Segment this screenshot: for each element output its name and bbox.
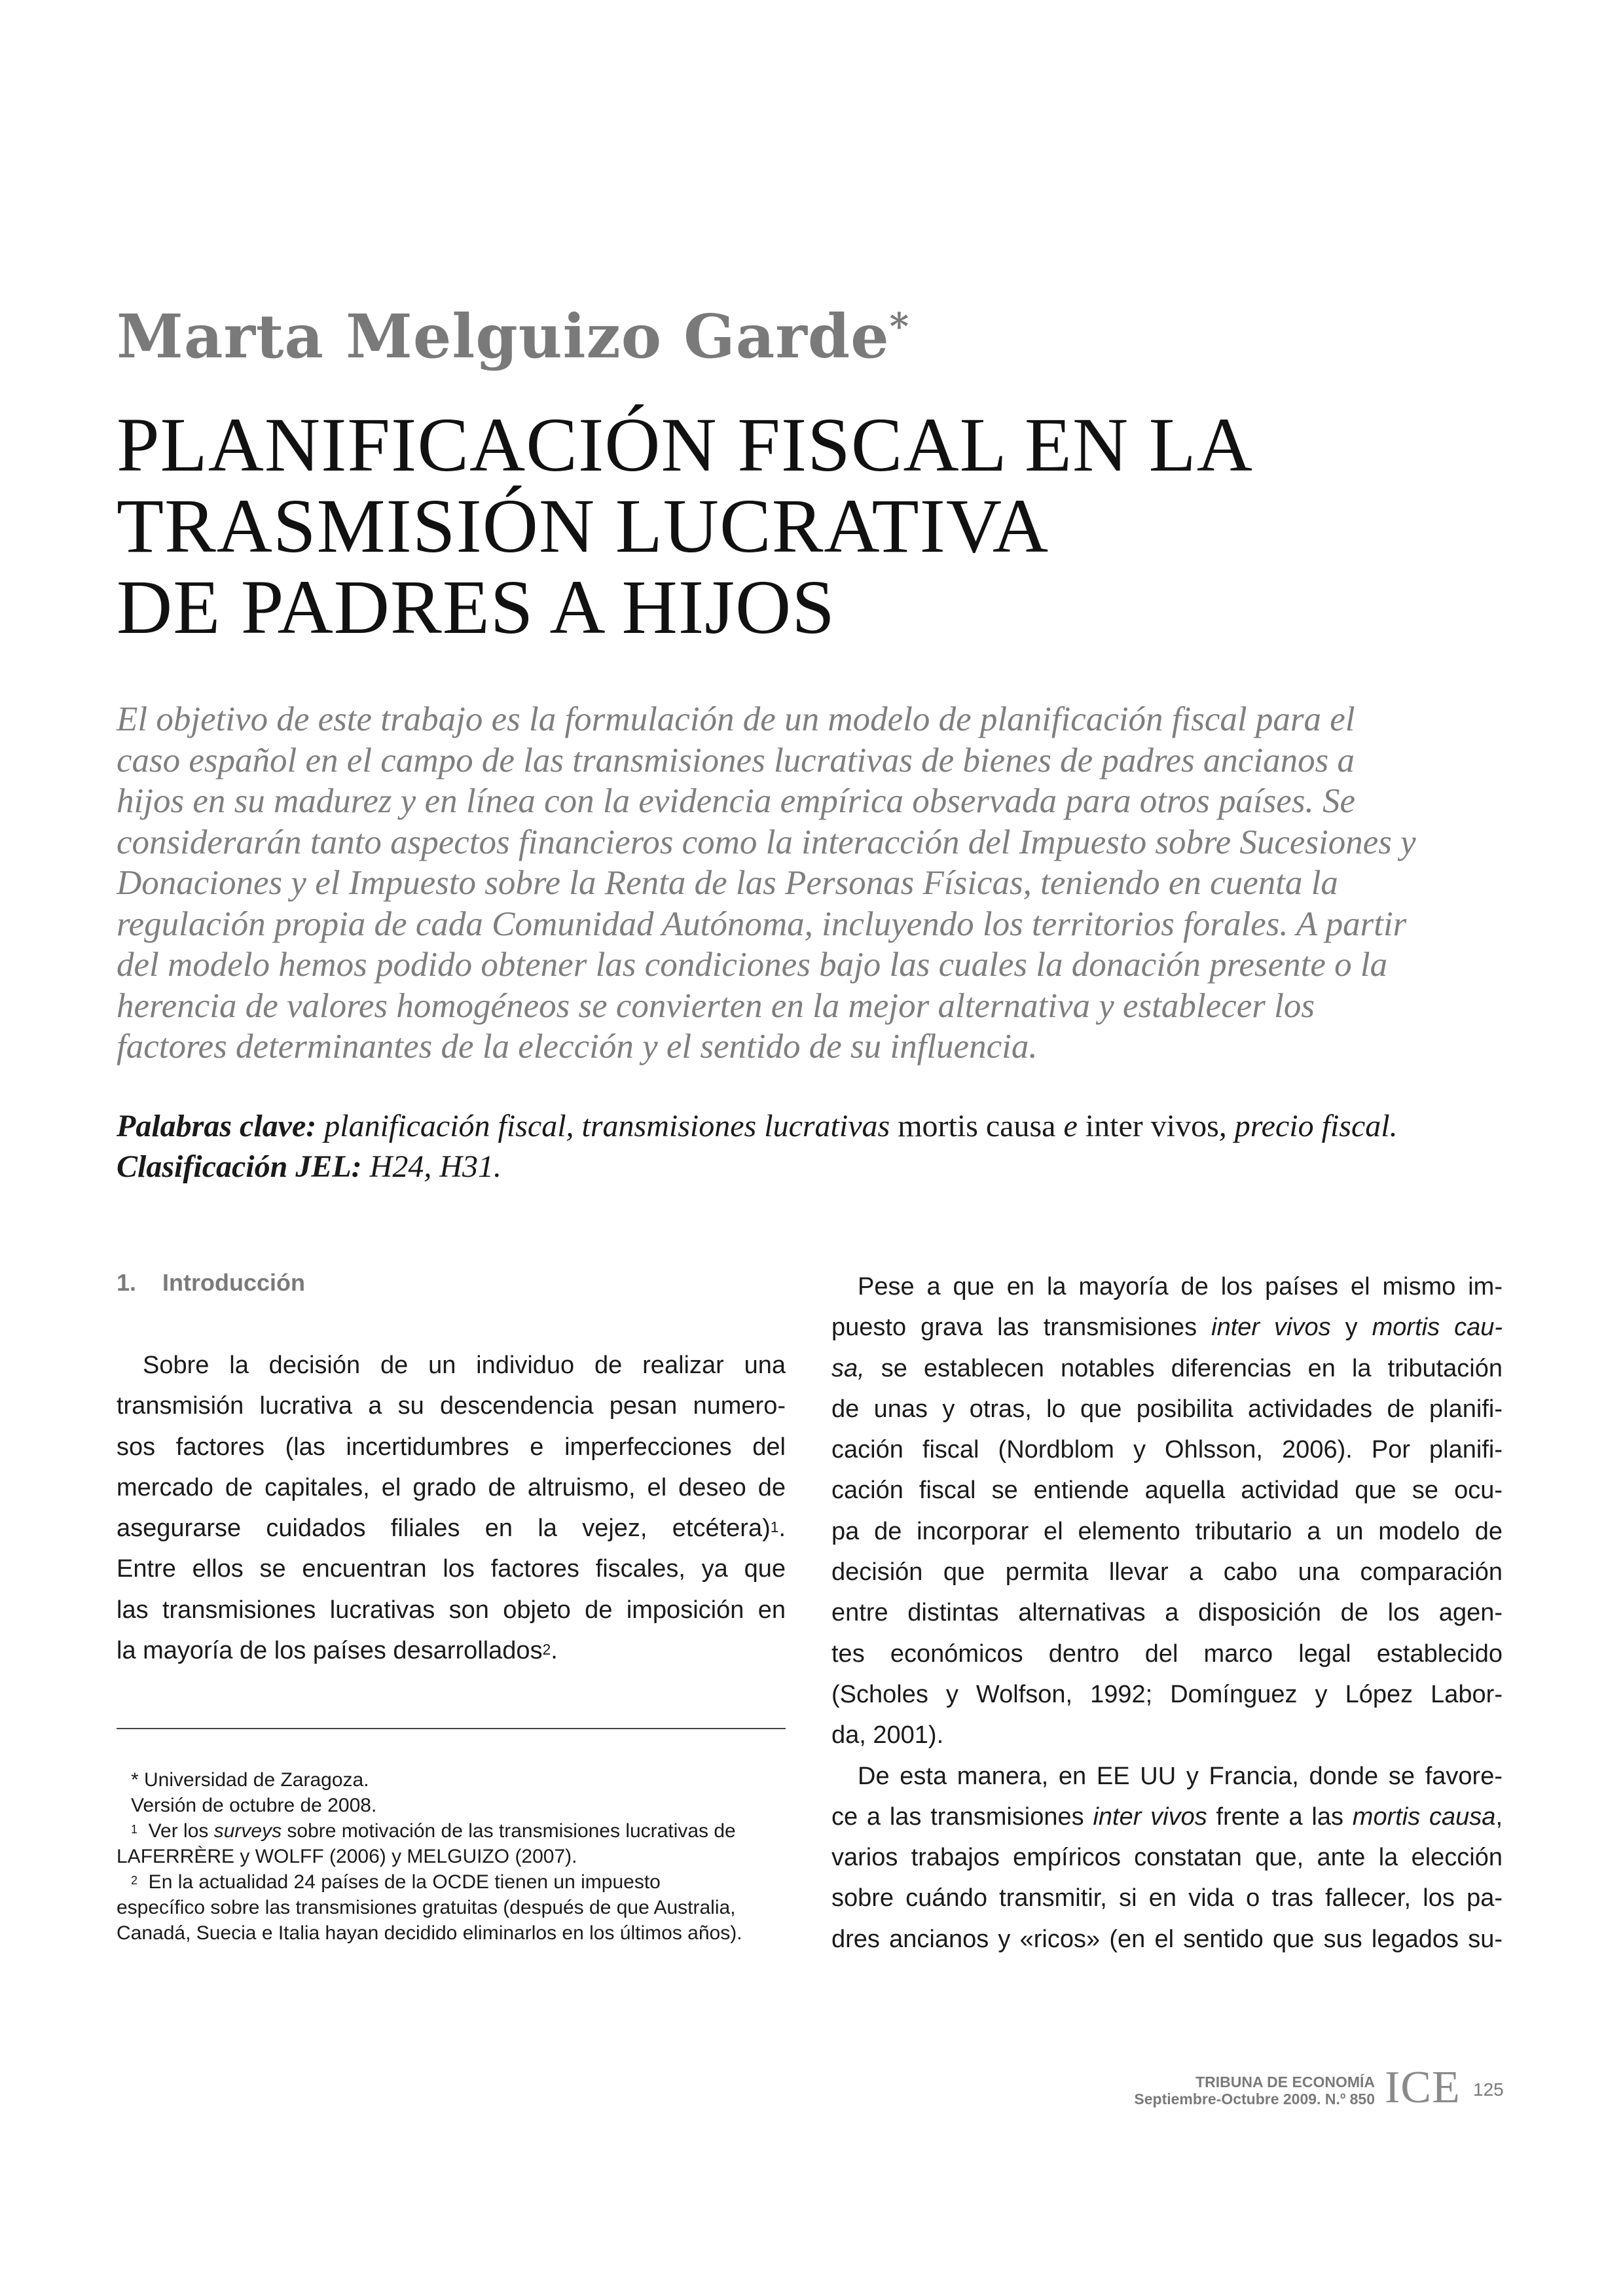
abstract-line: caso español en el campo de las transmisiones lucrativas de bienes de padres ancianos a <box>117 741 1355 780</box>
body-text: . <box>551 1637 558 1665</box>
footnote-mark: 2 <box>131 1874 138 1887</box>
author-name <box>117 301 909 372</box>
body-line <box>117 1508 786 1549</box>
right-column <box>831 1266 1503 1960</box>
body-text: inter vivos <box>1093 1803 1207 1831</box>
body-text: inter vivos <box>1211 1314 1331 1342</box>
abstract-line: factores determinantes de la elección y el sentido de su influencia. <box>117 1028 1038 1066</box>
keywords-text: inter vivos <box>1085 1109 1219 1143</box>
body-line: de unas y otras, lo que posibilita actividades de planifi- <box>831 1395 1503 1423</box>
footnote-text: surveys <box>213 1820 282 1842</box>
body-text: . <box>778 1515 786 1543</box>
abstract-line: herencia de valores homogéneos se convierten en la mejor alternativa y establecer los <box>117 986 1315 1025</box>
body-line: mercado de capitales, el grado de altruismo, el deseo de <box>117 1473 786 1501</box>
body-line: dres ancianos y «ricos» (en el sentido que sus legados su- <box>831 1925 1503 1953</box>
author-footnote-mark: * <box>889 305 909 348</box>
footnote-text: Ver los <box>137 1820 214 1842</box>
body-text: sa, <box>831 1354 865 1382</box>
article-title <box>117 404 1557 648</box>
body-line <box>117 1630 786 1671</box>
abstract-line: regulación propia de cada Comunidad Autónoma, incluyendo los territorios forales. A partir <box>117 905 1407 943</box>
body-line: las transmisiones lucrativas son objeto de imposición en <box>117 1596 786 1624</box>
abstract-line: El objetivo de este trabajo es la formulación de un modelo de planificación fiscal para el <box>117 700 1355 738</box>
title-line: DE PADRES A HIJOS <box>117 564 835 650</box>
journal-name: TRIBUNA DE ECONOMÍA <box>1195 2073 1375 2090</box>
abstract-line: hijos en su madurez y en línea con la evidencia empírica observada para otros países. Se <box>117 782 1355 820</box>
footnote-ref: 2 <box>542 1641 551 1659</box>
body-line: pa de incorporar el elemento tributario a un modelo de <box>831 1517 1503 1545</box>
body-line <box>831 1797 1503 1837</box>
keywords-text: planificación fiscal, transmisiones lucrativas <box>316 1109 898 1143</box>
abstract-line: considerarán tanto aspectos financieros como la interacción del Impuesto sobre Sucesiones y <box>117 823 1416 861</box>
footnote-line <box>117 1818 786 1844</box>
journal-info <box>1061 2073 1375 2108</box>
title-line: PLANIFICACIÓN FISCAL EN LA <box>117 402 1253 488</box>
keywords-text: , precio fiscal. <box>1218 1109 1398 1143</box>
body-line: cación fiscal se entiende aquella actividad que se ocu- <box>831 1477 1503 1505</box>
footnote-line: * Universidad de Zaragoza. <box>131 1769 369 1791</box>
body-line: Sobre la decisión de un individuo de realizar una <box>143 1352 786 1379</box>
footnote-divider <box>117 1728 786 1729</box>
footnote-mark: 1 <box>131 1823 138 1836</box>
body-text: mortis cau- <box>1372 1314 1503 1342</box>
left-column <box>117 1266 786 1671</box>
body-text: mortis causa <box>1352 1803 1496 1831</box>
body-text: frente a las <box>1207 1803 1353 1831</box>
keywords-block <box>117 1106 1518 1187</box>
footnote-text: sobre motivación de las transmisiones lucrativas de <box>282 1820 736 1842</box>
abstract <box>117 699 1518 1067</box>
body-line: transmisión lucrativa a su descendencia pesan numero- <box>117 1392 786 1420</box>
body-line <box>831 1348 1503 1389</box>
body-text: puesto grava las transmisiones <box>831 1314 1212 1342</box>
body-text: y <box>1330 1314 1372 1342</box>
body-line: cación fiscal (Nordblom y Ohlsson, 2006). Por planifi- <box>831 1436 1503 1464</box>
body-line: decisión que permita llevar a cabo una comparación <box>831 1558 1503 1587</box>
jel-label: Clasificación JEL: <box>117 1149 362 1184</box>
body-line: (Scholes y Wolfson, 1992; Domínguez y López Labor- <box>831 1680 1503 1708</box>
body-text: , <box>1495 1803 1503 1831</box>
footnote-line: Canadá, Suecia e Italia hayan decidido eliminarlos en los últimos años). <box>117 1922 742 1944</box>
body-line: sobre cuándo transmitir, si en vida o tras fallecer, los pa- <box>831 1884 1503 1912</box>
abstract-line: del modelo hemos podido obtener las condiciones bajo las cuales la donación presente o la <box>117 946 1388 984</box>
jel-codes: H24, H31. <box>361 1149 501 1184</box>
body-line: tes económicos dentro del marco legal establecido <box>831 1640 1503 1668</box>
keywords-text: e <box>1055 1109 1085 1143</box>
body-text: la mayoría de los países desarrollados <box>117 1637 543 1665</box>
abstract-line: Donaciones y el Impuesto sobre la Renta de las Personas Físicas, teniendo en cuenta la <box>117 864 1338 902</box>
body-line: entre distintas alternativas a disposición de los agen- <box>831 1599 1503 1627</box>
body-line <box>831 1307 1503 1348</box>
keywords-text: mortis causa <box>898 1109 1056 1143</box>
footnote-line: Versión de octubre de 2008. <box>131 1795 377 1816</box>
body-text: asegurarse cuidados filiales en la vejez, etcétera) <box>117 1515 771 1543</box>
footnote-line: LAFERRÈRE y WOLFF (2006) y MELGUIZO (2007). <box>117 1846 577 1867</box>
title-line: TRASMISIÓN LUCRATIVA <box>117 483 1049 569</box>
section-heading: 1. Introducción <box>117 1269 306 1296</box>
body-line: da, 2001). <box>831 1721 944 1749</box>
footnotes <box>117 1767 786 1946</box>
footnote-line <box>117 1869 786 1895</box>
jel-line <box>117 1147 1518 1187</box>
body-text: se establecen notables diferencias en la tributación <box>864 1354 1503 1382</box>
author-name-text: Marta Melguizo Garde <box>117 301 890 372</box>
keywords-label: Palabras clave: <box>117 1109 317 1143</box>
body-line: Pese a que en la mayoría de los países el mismo im- <box>858 1273 1503 1300</box>
footnote-ref: 1 <box>770 1518 779 1536</box>
body-text: ce a las transmisiones <box>831 1803 1093 1831</box>
ice-logo: ICE <box>1385 2062 1461 2113</box>
footnote-text: En la actualidad 24 países de la OCDE tienen un impuesto <box>137 1871 661 1893</box>
body-line: Entre ellos se encuentran los factores fiscales, ya que <box>117 1555 786 1583</box>
footnote-line: específico sobre las transmisiones gratuitas (después de que Australia, <box>117 1897 736 1918</box>
body-line: sos factores (las incertidumbres e imperfecciones del <box>117 1433 786 1461</box>
body-line: De esta manera, en EE UU y Francia, donde se favore- <box>858 1762 1503 1790</box>
body-line: varios trabajos empíricos constatan que, ante la elección <box>831 1844 1503 1872</box>
journal-issue: Septiembre-Octubre 2009. N.º 850 <box>1134 2090 1375 2108</box>
keywords-line <box>117 1106 1518 1147</box>
page-number: 125 <box>1473 2079 1504 2100</box>
